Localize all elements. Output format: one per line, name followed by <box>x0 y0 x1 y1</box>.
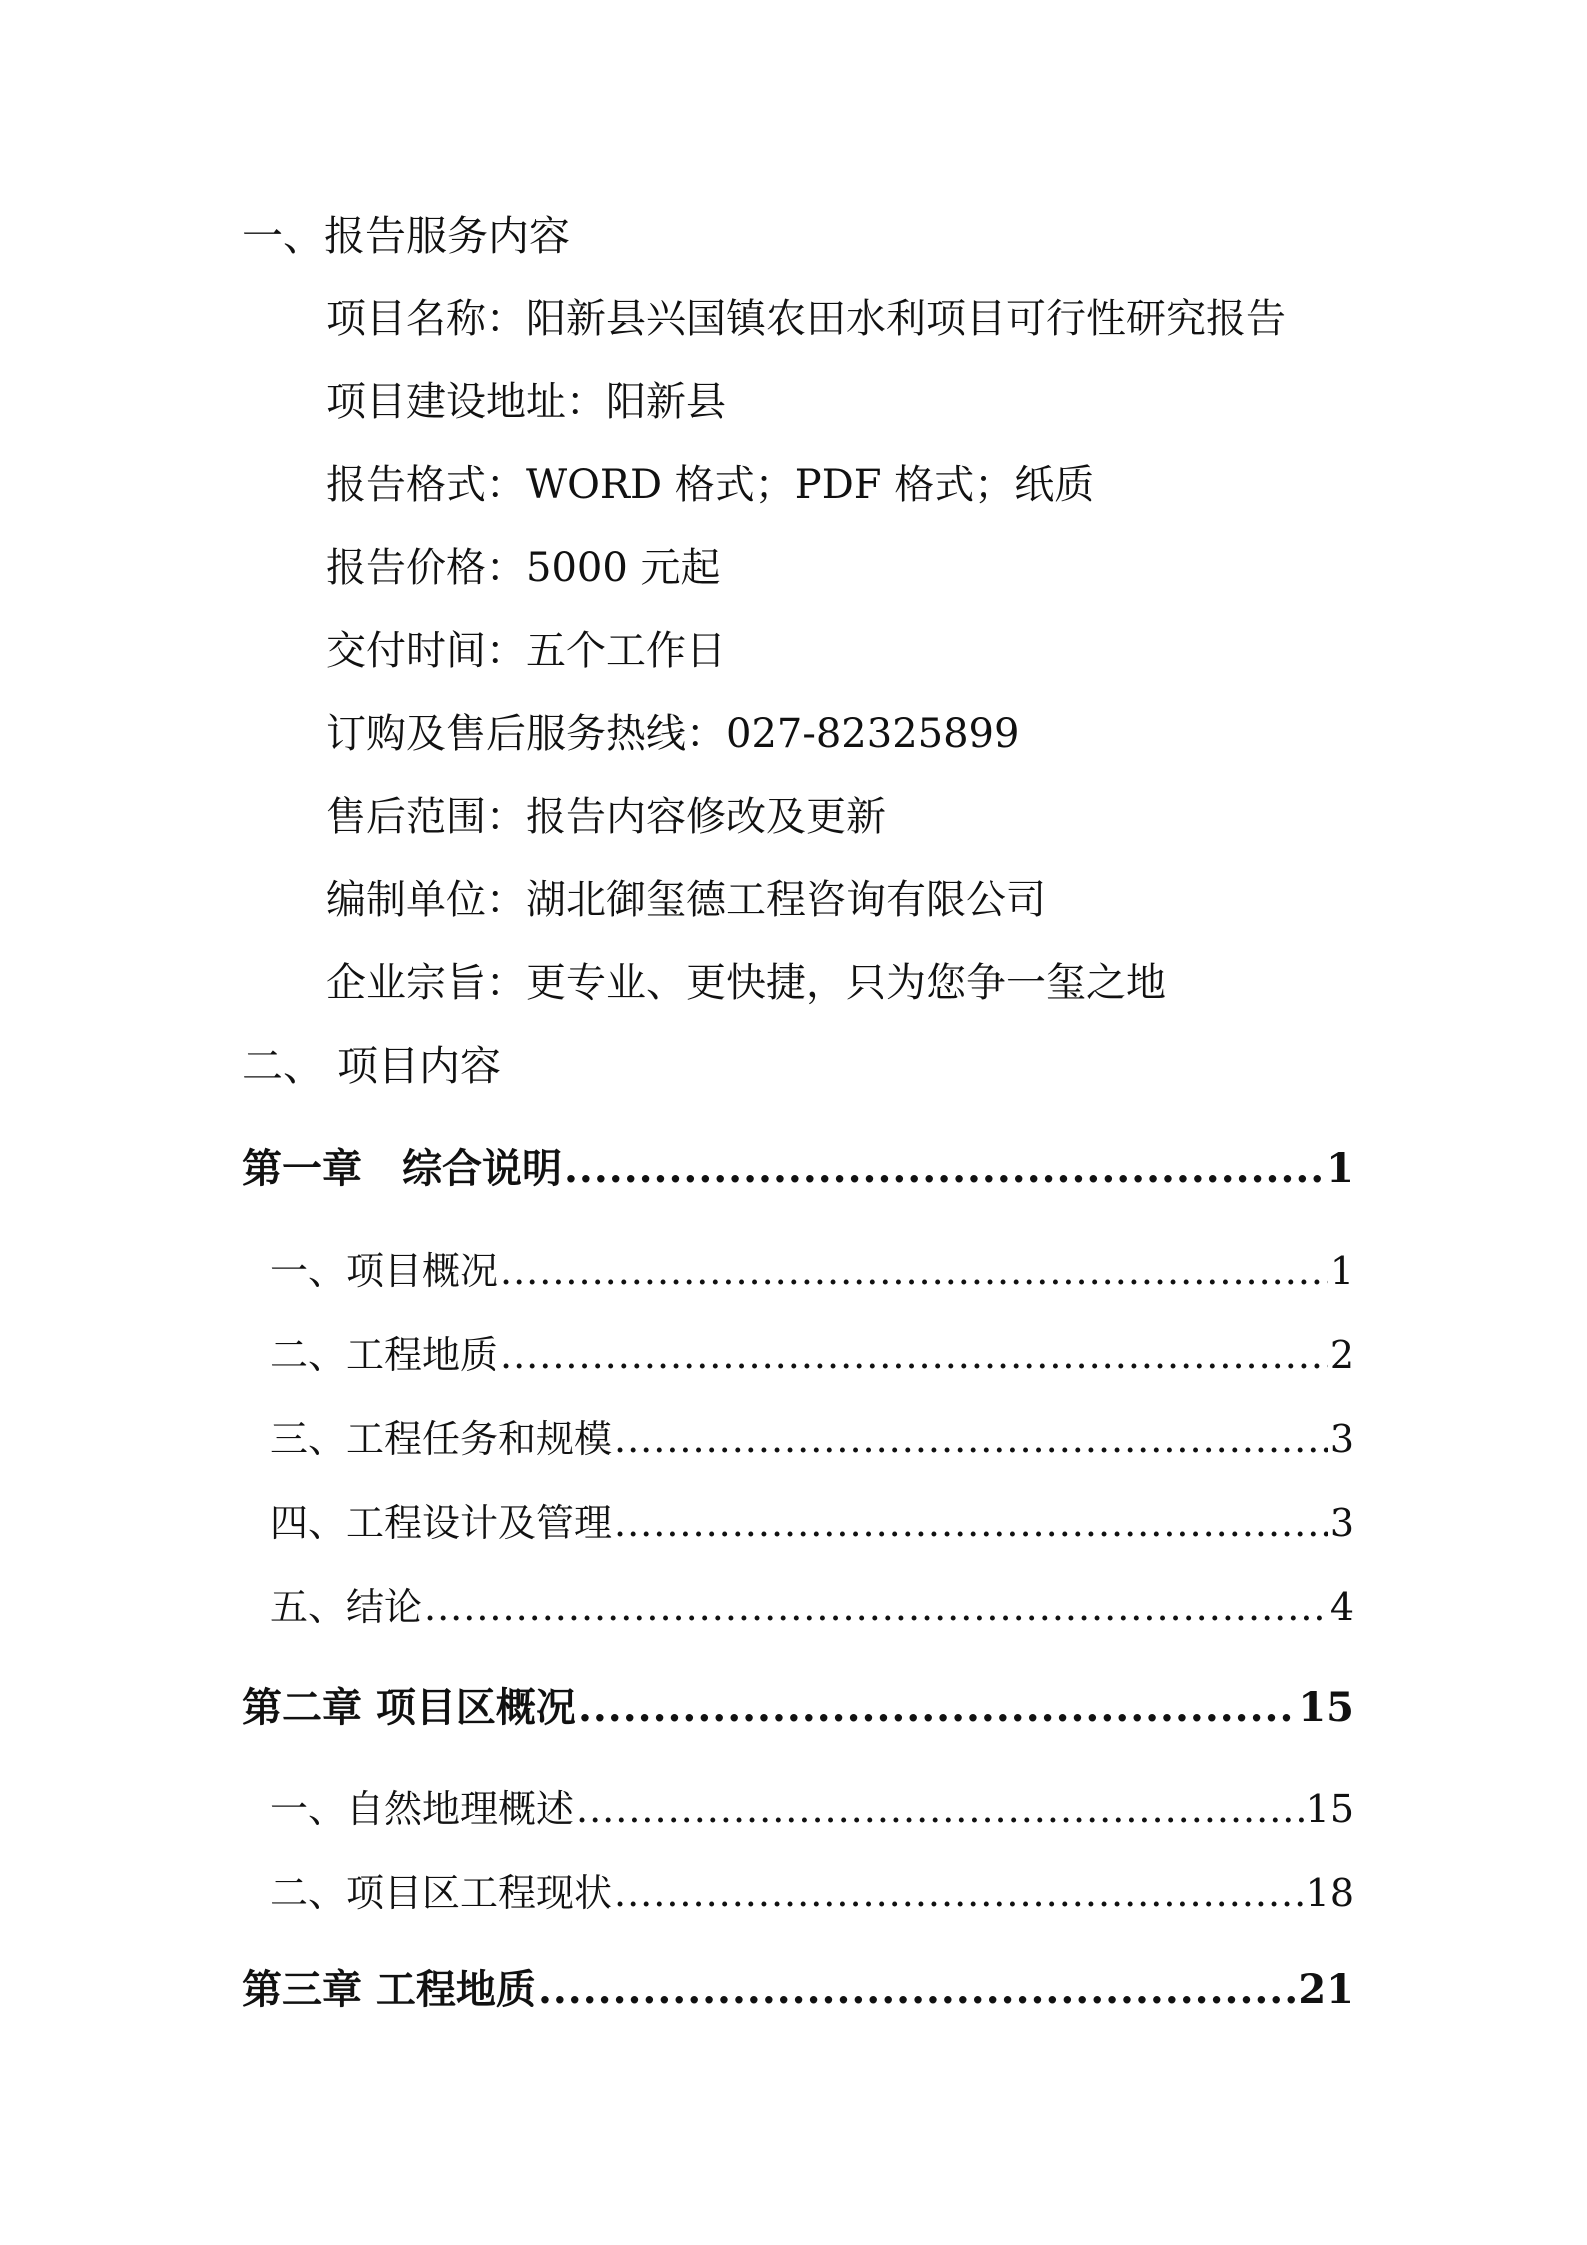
toc-leader-dots <box>614 1866 1304 1920</box>
toc-page-number: 2 <box>1329 1333 1354 1377</box>
toc-leader-dots <box>500 1328 1328 1382</box>
toc-leader-dots <box>578 1680 1296 1736</box>
toc-page-number: 18 <box>1305 1871 1354 1915</box>
info-report-format: 报告格式：WORD 格式；PDF 格式；纸质 <box>326 462 1095 508</box>
toc-label: 第一章 综合说明 <box>242 1145 562 1192</box>
toc-label: 五、结论 <box>270 1585 423 1629</box>
toc-row-section <box>242 1412 1354 1466</box>
toc-row-chapter-2 <box>242 1680 1354 1736</box>
toc-leader-dots <box>614 1496 1328 1550</box>
info-after-sales-scope: 售后范围：报告内容修改及更新 <box>326 794 886 840</box>
toc-label: 二、工程地质 <box>270 1333 499 1377</box>
toc-page-number: 3 <box>1329 1417 1354 1461</box>
toc-label: 第二章 项目区概况 <box>242 1684 576 1731</box>
toc-leader-dots <box>564 1141 1324 1197</box>
toc-page-number: 1 <box>1329 1249 1354 1293</box>
info-hotline: 订购及售后服务热线：027-82325899 <box>326 711 1020 757</box>
toc-leader-dots <box>424 1580 1328 1634</box>
toc-page-number: 21 <box>1298 1966 1354 2013</box>
toc-label: 四、工程设计及管理 <box>270 1501 613 1545</box>
toc-page-number: 15 <box>1305 1787 1354 1831</box>
toc-label: 三、工程任务和规模 <box>270 1417 613 1461</box>
toc-row-chapter-3 <box>242 1962 1354 2018</box>
toc-page-number: 3 <box>1329 1501 1354 1545</box>
toc-label: 一、项目概况 <box>270 1249 499 1293</box>
toc-page-number: 1 <box>1326 1145 1354 1192</box>
toc-label: 第三章 工程地质 <box>242 1966 536 2013</box>
toc-leader-dots <box>576 1782 1304 1836</box>
toc-row-section <box>242 1866 1354 1920</box>
toc-row-section <box>242 1328 1354 1382</box>
toc-row-section <box>242 1580 1354 1634</box>
section-heading-report-service: 一、报告服务内容 <box>242 212 570 260</box>
toc-leader-dots <box>538 1962 1296 2018</box>
info-report-price: 报告价格：5000 元起 <box>326 545 721 591</box>
toc-page-number: 15 <box>1298 1684 1354 1731</box>
section-heading-project-content: 二、 项目内容 <box>242 1042 502 1090</box>
toc-leader-dots <box>500 1244 1328 1298</box>
info-company-motto: 企业宗旨：更专业、更快捷，只为您争一玺之地 <box>326 960 1166 1006</box>
toc-page-number: 4 <box>1329 1585 1354 1629</box>
info-project-name: 项目名称：阳新县兴国镇农田水利项目可行性研究报告 <box>326 296 1286 342</box>
info-project-location: 项目建设地址：阳新县 <box>326 379 726 425</box>
toc-label: 二、项目区工程现状 <box>270 1871 613 1915</box>
info-delivery-time: 交付时间：五个工作日 <box>326 628 726 674</box>
toc-row-chapter-1 <box>242 1141 1354 1197</box>
toc-row-section <box>242 1782 1354 1836</box>
toc-label: 一、自然地理概述 <box>270 1787 575 1831</box>
toc-row-section <box>242 1244 1354 1298</box>
toc-row-section <box>242 1496 1354 1550</box>
toc-leader-dots <box>614 1412 1328 1466</box>
info-compiling-unit: 编制单位：湖北御玺德工程咨询有限公司 <box>326 877 1046 923</box>
